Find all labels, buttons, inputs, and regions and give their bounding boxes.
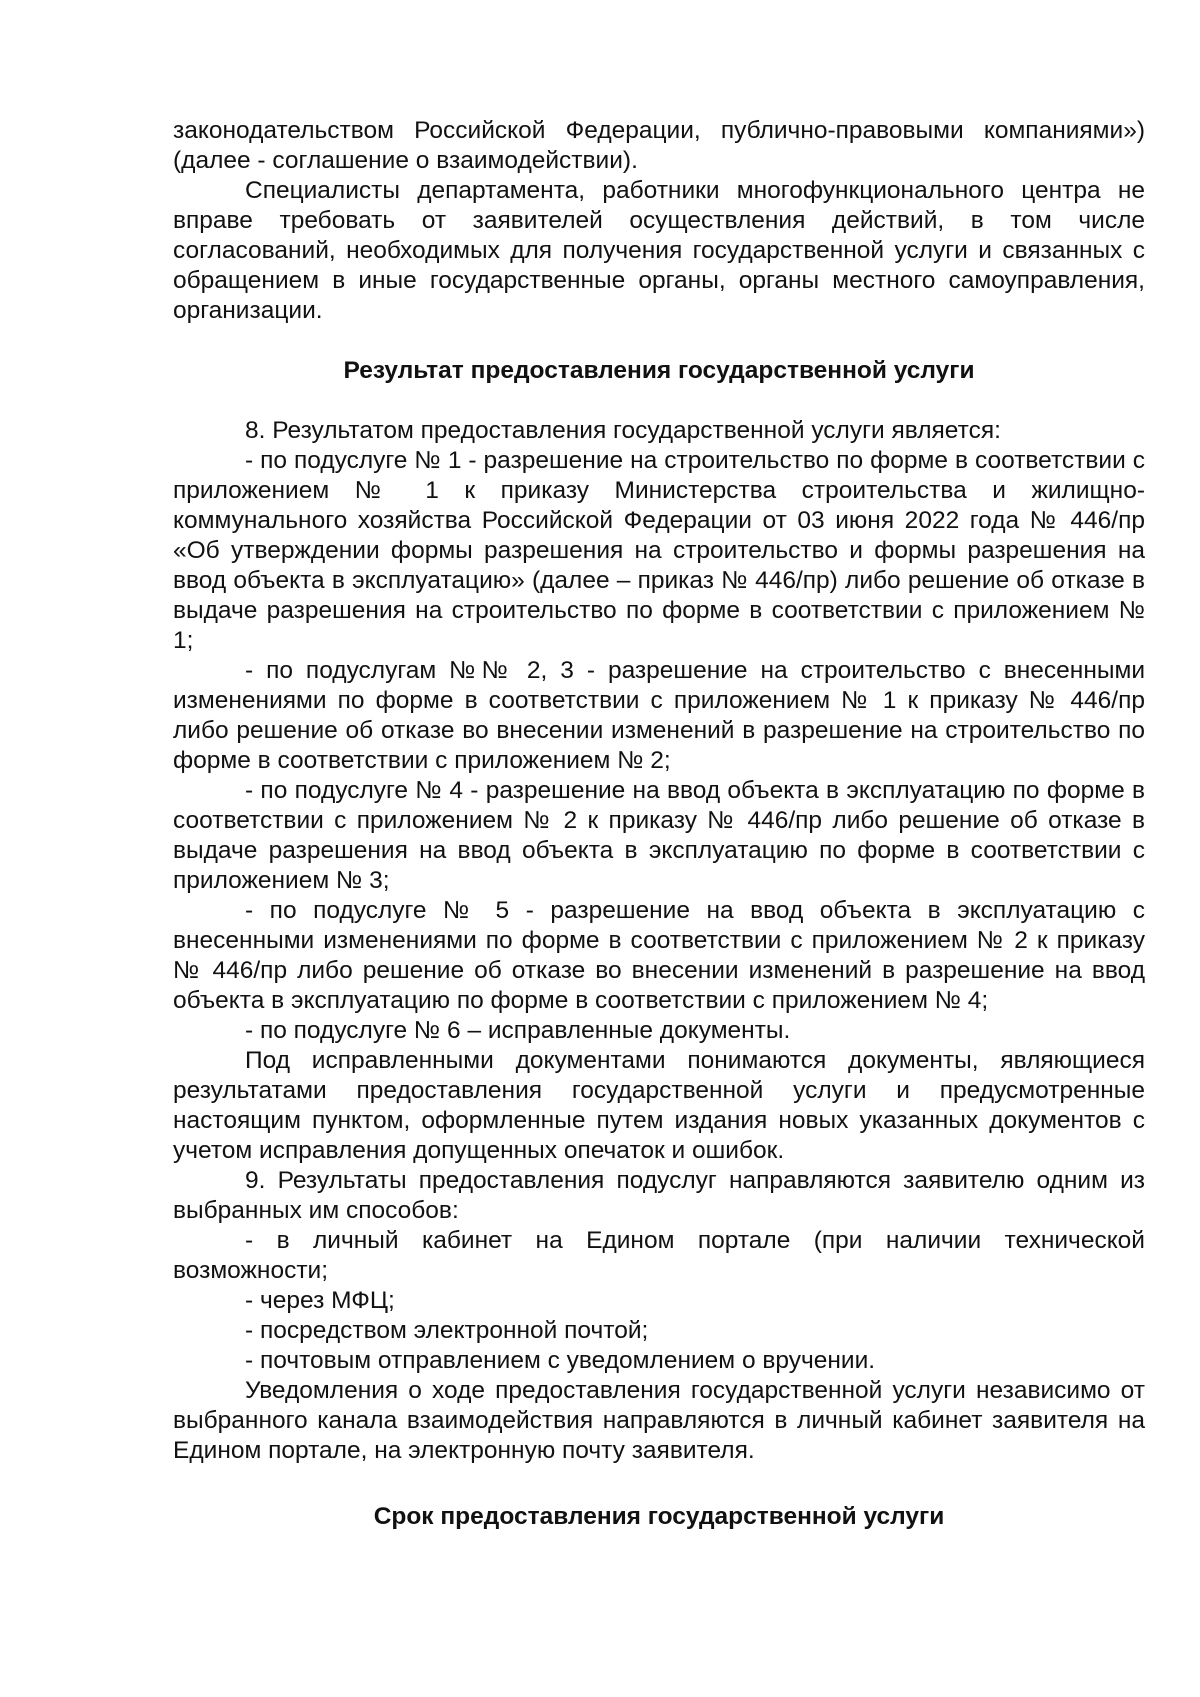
paragraph-8-subservice-6: - по подуслуге № 6 – исправленные документы. [245,1017,791,1044]
paragraph-8-subservice-5: - по подуслуге № 5 - разрешение на ввод объекта в эксплуатацию с внесенными изменениями по форме в соответствии с приложением № 2 к приказу № 446/пр либо решение об отказе во внесении изменений в разрешение на ввод объекта в эксплуатацию по форме в соответствии с приложением № 4; [173,897,1145,1014]
paragraph-9: 9. Результаты предоставления подуслуг направляются заявителю одним из выбранных им способов: [173,1167,1145,1224]
paragraph-8-subservices-2-3: - по подуслугам №№ 2, 3 - разрешение на строительство с внесенными изменениями по форме в соответствии с приложением № 1 к приказу № 446/пр либо решение об отказе во внесении изменений в разрешение на строительство по форме в соответствии с приложением № 2; [173,657,1145,774]
paragraph-specialists: Специалисты департамента, работники многофункционального центра не вправе требовать от заявителей осуществления действий, в том числе согласований, необходимых для получения государственной услуги и связанных с обращением в иные государственные органы, органы местного самоуправления, организации. [173,177,1145,324]
paragraph-9-way-post: - почтовым отправлением с уведомлением о вручении. [245,1347,876,1374]
paragraph-8-subservice-1: - по подуслуге № 1 - разрешение на строительство по форме в соответствии с приложением № 1 к приказу Министерства строительства и жилищно-коммунального хозяйства Российской Федерации от 03 июня 2022 года № 446/пр «Об утверждении формы разрешения на строительство и формы разрешения на ввод объекта в эксплуатацию» (далее – приказ № 446/пр) либо решение об отказе в выдаче разрешения на строительство по форме в соответствии с приложением № 1; [173,447,1145,654]
paragraph-8: 8. Результатом предоставления государственной услуги является: [245,417,1001,444]
section-heading-term: Срок предоставления государственной услуги [373,1503,945,1530]
paragraph-corrected-documents: Под исправленными документами понимаются документы, являющиеся результатами предоставления государственной услуги и предусмотренные настоящим пунктом, оформленные путем издания новых указанных документов с учетом исправления допущенных опечаток и ошибок. [173,1047,1145,1164]
paragraph-intro-continuation: законодательством Российской Федерации, публично-правовыми компаниями») (далее - соглашение о взаимодействии). [173,117,1145,174]
document-page [173,116,1145,1532]
paragraph-9-way-mfc: - через МФЦ; [245,1287,395,1314]
paragraph-8-subservice-4: - по подуслуге № 4 - разрешение на ввод объекта в эксплуатацию по форме в соответствии с приложением № 2 к приказу № 446/пр либо решение об отказе в выдаче разрешения на ввод объекта в эксплуатацию по форме в соответствии с приложением № 3; [173,777,1145,894]
section-heading-result: Результат предоставления государственной услуги [343,357,975,384]
paragraph-9-way-portal: - в личный кабинет на Едином портале (при наличии технической возможности; [173,1227,1145,1284]
paragraph-9-way-email: - посредством электронной почтой; [245,1317,649,1344]
paragraph-notifications: Уведомления о ходе предоставления государственной услуги независимо от выбранного канала взаимодействия направляются в личный кабинет заявителя на Едином портале, на электронную почту заявителя. [173,1377,1145,1464]
